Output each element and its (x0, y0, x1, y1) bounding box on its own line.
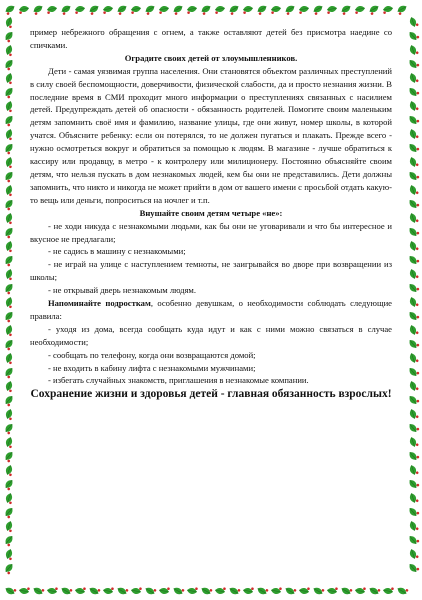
leaf-icon (3, 30, 15, 43)
leaf-icon (4, 184, 14, 196)
leaf-icon (3, 534, 15, 547)
leaf-icon (284, 585, 297, 596)
leaf-icon (327, 586, 338, 595)
closing-statement: Сохранение жизни и здоровья детей - главная обязанность взрослых! (30, 388, 392, 401)
leaf-icon (407, 309, 419, 322)
leaf-icon (18, 5, 29, 14)
leaf-icon (408, 324, 418, 336)
leaf-icon (408, 128, 418, 140)
leaf-icon (4, 268, 14, 280)
leaf-icon (408, 520, 418, 532)
leaf-icon (75, 586, 86, 595)
leaf-icon (116, 4, 129, 15)
leaf-icon (407, 113, 419, 126)
leaf-icon (200, 585, 213, 596)
leaf-icon (396, 585, 409, 596)
leaf-icon (4, 212, 14, 224)
leaf-icon (116, 585, 129, 596)
section2-heading: Внушайте своим детям четыре «не»: (139, 207, 283, 218)
leaf-icon (131, 586, 142, 595)
leaf-icon (340, 4, 353, 15)
leaf-icon (4, 128, 14, 140)
leaf-icon (299, 586, 310, 595)
leaf-icon (243, 586, 254, 595)
leaf-icon (3, 198, 15, 211)
leaf-icon (408, 296, 418, 308)
leaf-icon (407, 57, 419, 70)
leaf-icon (407, 225, 419, 238)
leaf-icon (4, 240, 14, 252)
leaf-icon (3, 562, 15, 575)
leaf-icon (407, 85, 419, 98)
leaf-icon (408, 268, 418, 280)
leaf-icon (3, 254, 15, 267)
section3-item: - уходя из дома, всегда сообщать куда идут и как с ними можно связаться в случае необходимости; (30, 323, 392, 347)
leaf-icon (3, 450, 15, 463)
leaf-icon (32, 4, 45, 15)
leaf-icon (408, 240, 418, 252)
section2-item: - не открывай дверь незнакомым людям. (48, 285, 197, 296)
leaf-icon (214, 5, 225, 14)
leaf-icon (187, 586, 198, 595)
leaf-icon (3, 338, 15, 351)
leaf-icon (4, 436, 14, 448)
leaf-icon (172, 585, 185, 596)
leaf-icon (407, 421, 419, 434)
section2-item: - не ходи никуда с незнакомыми людьми, как бы они не уговаривали и что бы интересное и вкусное не предлагали; (30, 220, 392, 244)
leaf-icon (326, 5, 337, 14)
leaf-icon (4, 156, 14, 168)
section2-item: - не играй на улице с наступлением темноты, не заигрывайся во дворе при возвращении из школы; (30, 259, 392, 283)
leaf-icon (186, 5, 197, 14)
leaf-icon (60, 585, 73, 596)
leaf-icon (4, 520, 14, 532)
leaf-icon (407, 337, 419, 350)
leaf-icon (271, 586, 282, 595)
leaf-icon (396, 4, 409, 15)
leaf-icon (3, 170, 15, 183)
leaf-icon (130, 5, 141, 14)
leaf-icon (60, 4, 73, 15)
leaf-icon (3, 226, 15, 239)
leaf-icon (407, 477, 419, 490)
leaf-icon (270, 5, 281, 14)
leaf-icon (103, 586, 114, 595)
section1-heading: Оградите своих детей от злоумышленников. (124, 52, 298, 63)
leaf-icon (4, 380, 14, 392)
leaf-icon (408, 184, 418, 196)
leaf-icon (88, 585, 101, 596)
leaf-icon (4, 72, 14, 84)
leaf-icon (340, 585, 353, 596)
leaf-icon (4, 548, 14, 560)
leaf-icon (4, 44, 14, 56)
leaf-icon (46, 5, 57, 14)
leaf-icon (355, 586, 366, 595)
leaf-icon (215, 586, 226, 595)
leaf-icon (407, 141, 419, 154)
section3-item: - сообщать по телефону, когда они возвращаются домой; (48, 349, 256, 360)
leaf-icon (88, 4, 101, 15)
section1-body: Дети - самая уязвимая группа населения. Они становятся объектом различных преступлений в силу своей беспомощности, доверчивости, физической слабости, да и просто незнания жизни. В последние время в СМИ проходит много информации о преступлениях связанных с насилием детей. Предупреждать детей об опасности - обязанность родителей. Помогите своим маленьким детям запомнить своё имя и фамилию, название улицы, где они живут, номер школы, в которой учатся. Объясните ребенку: если он потерялся, то не должен пугаться и плакать. Прежде всего - нужно осмотреться вокруг и обратиться за помощью к людям. В магазине - лучше обратиться к кассиру или продавцу, в метро - к контролеру или милиционеру. Постоянно объясняйте своим детям, что нельзя пускать в дом незнакомых людей, кем бы они не представились. Дети должны запомнить, что никто и никогда не может прийти в дом от вашего имени с просьбой отдать какую-то вещь или деньги, попроситься на ночлег и т.п. (30, 65, 392, 205)
leaf-icon (408, 464, 418, 476)
section3-item: - не входить в кабину лифта с незнакомыми мужчинами; (48, 362, 256, 373)
leaf-icon (354, 5, 365, 14)
leaf-icon (408, 72, 418, 84)
leaf-icon (102, 5, 113, 14)
leaf-icon (256, 4, 269, 15)
leaf-icon (407, 449, 419, 462)
leaf-icon (172, 4, 185, 15)
leaf-icon (408, 44, 418, 56)
section2-item: - не садись в машину с незнакомыми; (48, 246, 186, 257)
leaf-icon (3, 86, 15, 99)
section3-item: - избегать случайных знакомств, приглашения в незнакомые компании. (48, 375, 309, 386)
leaf-icon (408, 408, 418, 420)
leaf-icon (3, 478, 15, 491)
leaf-icon (3, 114, 15, 127)
leaf-icon (32, 585, 45, 596)
leaf-icon (382, 5, 393, 14)
leaf-icon (4, 585, 17, 596)
leaf-icon (312, 4, 325, 15)
leaf-icon (200, 4, 213, 15)
leaf-icon (408, 548, 418, 560)
leaf-icon (47, 586, 58, 595)
leaf-icon (407, 533, 419, 546)
leaf-icon (368, 4, 381, 15)
leaf-icon (3, 282, 15, 295)
leaf-icon (242, 5, 253, 14)
leaf-icon (144, 4, 157, 15)
leaf-icon (4, 352, 14, 364)
leaf-icon (3, 366, 15, 379)
leaf-icon (159, 586, 170, 595)
leaf-icon (3, 506, 15, 519)
leaf-icon (383, 586, 394, 595)
leaf-icon (228, 585, 241, 596)
intro-paragraph: пример небрежного обращения с огнем, а также оставляют детей без присмотра наедине со спичками. (30, 27, 392, 50)
leaf-icon (408, 352, 418, 364)
leaf-icon (3, 58, 15, 71)
leaf-icon (408, 380, 418, 392)
leaf-icon (408, 436, 418, 448)
leaf-icon (3, 394, 15, 407)
leaf-icon (284, 4, 297, 15)
document-page (30, 26, 392, 402)
leaf-icon (3, 142, 15, 155)
leaf-icon (4, 324, 14, 336)
leaf-icon (19, 586, 30, 595)
leaf-icon (4, 408, 14, 420)
leaf-icon (368, 585, 381, 596)
leaf-icon (407, 365, 419, 378)
leaf-icon (407, 561, 419, 574)
leaf-icon (158, 5, 169, 14)
leaf-icon (407, 505, 419, 518)
leaf-icon (407, 393, 419, 406)
leaf-icon (4, 296, 14, 308)
leaf-icon (3, 310, 15, 323)
leaf-icon (4, 100, 14, 112)
leaf-icon (4, 4, 17, 15)
leaf-icon (408, 16, 418, 28)
leaf-icon (74, 5, 85, 14)
leaf-icon (4, 16, 14, 28)
leaf-icon (407, 253, 419, 266)
leaf-icon (407, 197, 419, 210)
leaf-icon (3, 422, 15, 435)
leaf-icon (144, 585, 157, 596)
leaf-icon (408, 212, 418, 224)
leaf-icon (4, 492, 14, 504)
section3-lead-rest: , особенно девушкам, о необходимости соблюдать следующие правила: (30, 298, 392, 321)
leaf-icon (408, 492, 418, 504)
leaf-icon (228, 4, 241, 15)
leaf-icon (408, 156, 418, 168)
section3-lead (30, 297, 392, 323)
leaf-icon (407, 281, 419, 294)
section3-lead-bold: Напоминайте подросткам (48, 298, 151, 309)
leaf-icon (298, 5, 309, 14)
leaf-icon (312, 585, 325, 596)
leaf-icon (407, 29, 419, 42)
leaf-icon (407, 169, 419, 182)
leaf-icon (408, 100, 418, 112)
leaf-icon (256, 585, 269, 596)
leaf-icon (4, 464, 14, 476)
